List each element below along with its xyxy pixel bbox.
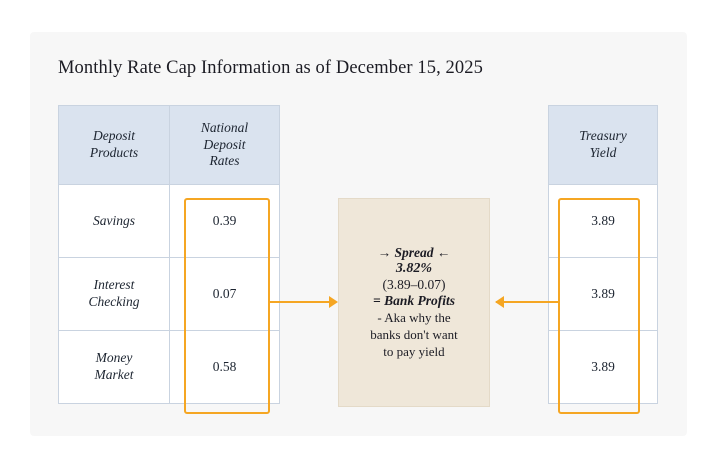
- arrow-treasury-to-spread: [496, 301, 558, 303]
- table-row: [59, 331, 280, 404]
- table-row: [549, 331, 658, 404]
- bank-profits-label: = Bank Profits: [373, 292, 455, 308]
- header-line: Yield: [589, 145, 617, 160]
- table-header-row: [549, 106, 658, 185]
- column-header-national-deposit-rates: [170, 106, 280, 185]
- table-row: [549, 258, 658, 331]
- table-row: [59, 258, 280, 331]
- cell-yield: 3.89: [549, 258, 658, 331]
- header-line: Rates: [209, 153, 240, 169]
- header-line: Deposit: [203, 136, 246, 152]
- arrow-head-icon: [495, 296, 504, 308]
- table-header-row: [59, 106, 280, 185]
- cell-rate: 0.39: [170, 185, 280, 258]
- column-header-deposit-products: [59, 106, 170, 185]
- table-row: [549, 185, 658, 258]
- cell-rate: 0.58: [170, 331, 280, 404]
- cell-product-line: Money: [95, 350, 133, 366]
- cell-product-line: Interest: [93, 277, 135, 293]
- spread-note-line: banks don't want: [370, 326, 458, 342]
- spread-callout: [338, 198, 490, 407]
- spread-value: 3.82%: [395, 260, 433, 276]
- treasury-yield-table: [548, 105, 658, 404]
- cell-yield: 3.89: [549, 331, 658, 404]
- cell-product-line: Checking: [88, 294, 140, 309]
- arrow-head-icon: [329, 296, 338, 308]
- cell-product: [59, 331, 170, 404]
- spread-note-line: to pay yield: [383, 344, 445, 360]
- spread-note-line: - Aka why the: [377, 309, 451, 325]
- header-line: National: [200, 119, 249, 135]
- page-title: Monthly Rate Cap Information as of December 15, 2025: [58, 58, 483, 78]
- deposit-rates-table: [58, 105, 280, 404]
- header-line: Treasury: [579, 128, 627, 144]
- spread-calculation: (3.89–0.07): [382, 276, 446, 292]
- cell-product: Savings: [59, 185, 170, 258]
- spread-label: → Spread ←: [377, 244, 451, 260]
- column-header-treasury-yield: [549, 106, 658, 185]
- arrow-deposit-to-spread: [268, 301, 330, 303]
- header-line: Deposit: [93, 128, 135, 144]
- cell-product: [59, 258, 170, 331]
- header-line: Products: [89, 145, 139, 160]
- cell-rate: 0.07: [170, 258, 280, 331]
- cell-product-line: Market: [94, 367, 134, 382]
- table-row: [59, 185, 280, 258]
- cell-yield: 3.89: [549, 185, 658, 258]
